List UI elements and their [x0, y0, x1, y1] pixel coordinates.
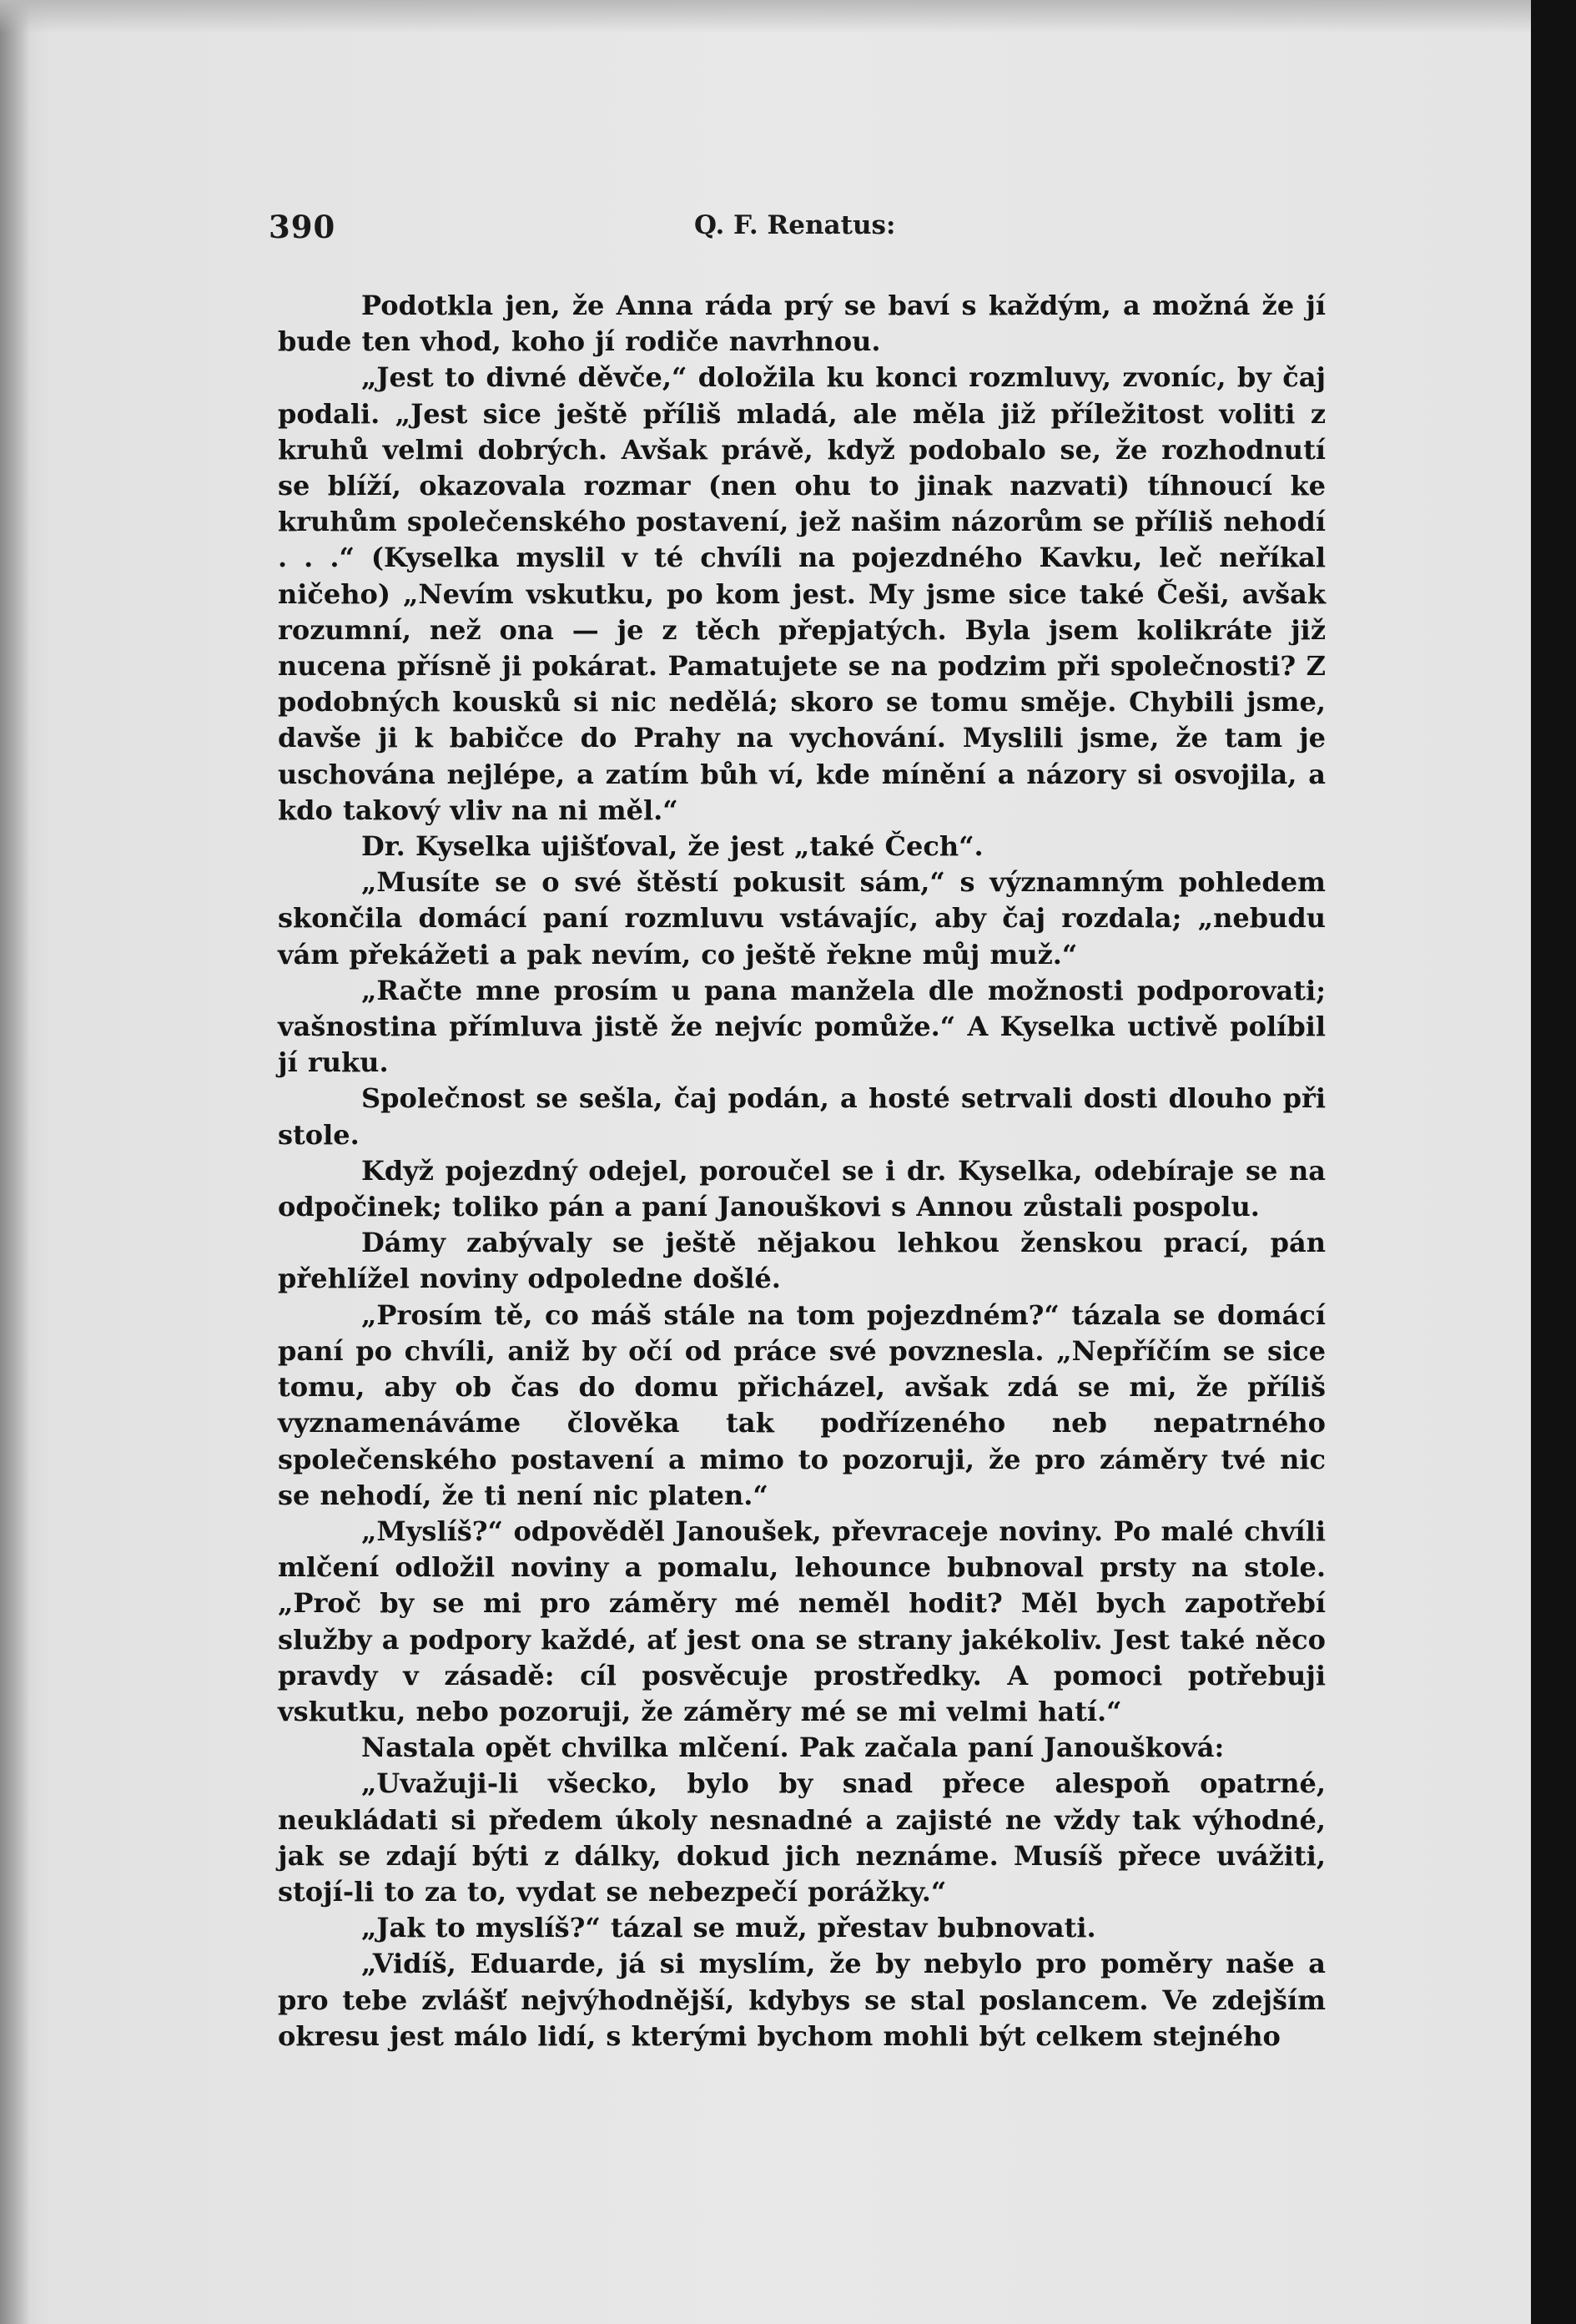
page-number: 390 — [269, 209, 336, 245]
running-header — [269, 209, 1370, 250]
paragraph: Dámy zabývaly se ještě nějakou lehkou ženskou prací, pán přehlížel noviny odpoledne došlé. — [278, 1227, 1326, 1295]
running-title: Q. F. Renatus: — [694, 210, 896, 240]
paragraph: Podotkla jen, že Anna ráda prý se baví s každým, a možná že jí bude ten vhod, koho jí rodiče navrhnou. — [278, 290, 1326, 358]
paragraph: „Myslíš?“ odpověděl Janoušek, převraceje noviny. Po malé chvíli mlčení odložil noviny a pomalu, lehounce bubnoval prsty na stole. „Proč by se mi pro záměry mé neměl hodit? Měl bych zapotřebí služby a podpory každé, ať jest ona se strany jakékoliv. Jest také něco pravdy v zásadě: cíl posvěcuje prostředky. A pomoci potřebuji vskutku, nebo pozoruji, že záměry mé se mi velmi hatí.“ — [278, 1515, 1326, 1727]
page-gutter-shadow — [0, 0, 30, 2324]
paragraph: „Vidíš, Eduarde, já si myslím, že by nebylo pro poměry naše a pro tebe zvlášť nejvýhodnější, kdybys se stal poslancem. Ve zdejším okresu jest málo lidí, s kterými bychom mohli být celkem stejného — [278, 1948, 1326, 2052]
paragraph: Nastala opět chvilka mlčení. Pak začala paní Janoušková: — [361, 1732, 1225, 1764]
paragraph: „Prosím tě, co máš stále na tom pojezdném?“ tázala se domácí paní po chvíli, aniž by očí od práce své povznesla. „Nepříčím se sice tomu, aby ob čas do domu přicházel, avšak zdá se mi, že příliš vyznamenáváme člověka tak podřízeného neb nepatrného společenského postavení a mimo to pozoruji, že pro záměry tvé nic se nehodí, že ti není nic platen.“ — [278, 1298, 1326, 1511]
paragraph: „Jest to divné děvče,“ doložila ku konci rozmluvy, zvoníc, by čaj podali. „Jest sice ještě příliš mladá, ale měla již příležitost voliti z kruhů velmi dobrých. Avšak právě, když podobalo se, že rozhodnutí se blíží, okazovala rozmar (nen ohu to jinak nazvati) tíhnoucí ke kruhům společenského postavení, jež našim názorům se příliš nehodí . . .“ (Kyselka myslil v té chvíli na pojezdného Kavku, leč neříkal ničeho) „Nevím vskutku, po kom jest. My jsme sice také Češi, avšak rozumní, než ona — je z těch přepjatých. Byla jsem kolikráte již nucena přísně ji pokárat. Pamatujete se na podzim při společnosti? Z podobných kousků si nic nedělá; skoro se tomu směje. Chybili jsme, davše ji k babičce do Prahy na vychování. Myslili jsme, že tam je uschována nejlépe, a zatím bůh ví, kde mínění a názory si osvojila, a kdo takový vliv na ni měl.“ — [278, 361, 1326, 826]
page-top-edge — [0, 0, 1531, 33]
paragraph: „Musíte se o své štěstí pokusit sám,“ s významným pohledem skončila domácí paní rozmluvu vstávajíc, aby čaj rozdala; „nebudu vám překážeti a pak nevím, co ještě řekne můj muž.“ — [278, 866, 1326, 970]
paragraph: „Račte mne prosím u pana manžela dle možnosti podporovati; vašnostina přímluva jistě že nejvíc pomůže.“ A Kyselka uctivě políbil jí ruku. — [278, 974, 1326, 1079]
paragraph: Dr. Kyselka ujišťoval, že jest „také Čech“. — [361, 830, 984, 863]
paragraph: Společnost se sešla, čaj podán, a hosté setrvali dosti dlouho při stole. — [278, 1082, 1326, 1151]
scan-border-right — [1531, 0, 1576, 2324]
paragraph: „Jak to myslíš?“ tázal se muž, přestav bubnovati. — [361, 1912, 1096, 1944]
body-text — [278, 288, 1326, 2054]
paragraph: „Uvažuji-li všecko, bylo by snad přece alespoň opatrné, neukládati si předem úkoly nesnadné a zajisté ne vždy tak výhodné, jak se zdají býti z dálky, dokud jich neznáme. Musíš přece uvážiti, stojí-li to za to, vydat se nebezpečí porážky.“ — [278, 1767, 1326, 1908]
paragraph: Když pojezdný odejel, poroučel se i dr. Kyselka, odebíraje se na odpočinek; toliko pán a paní Janouškovi s Annou zůstali pospolu. — [278, 1154, 1326, 1223]
